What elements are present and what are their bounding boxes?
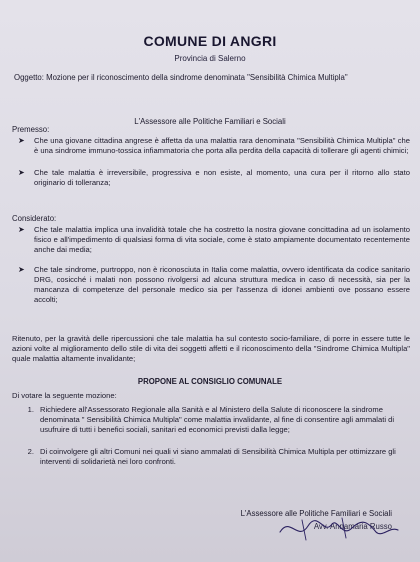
premesso-item-text: Che una giovane cittadina angrese è affetta da una malattia rara denominata "Sensibilità Chimica Multipla" che è una sindrome immuno-tossica infiammatoria che porta alla perdita della capacità di tollerare gli agenti chimici; — [34, 136, 410, 155]
page-title: COMUNE DI ANGRI — [143, 33, 277, 49]
premesso-item — [12, 136, 410, 156]
considerato-item-text: Che tale malattia implica una invalidità totale che ha costretto la nostra giovane concittadina ad un isolamento fisico e all'impedimento di qualsiasi forma di vita sociale, come è stato ampiamente documentato recentemente anche dai media; — [34, 225, 410, 254]
considerato-item-text: Che tale sindrome, purtroppo, non è riconosciuta in Italia come malattia, ovvero identificata da codice sanitario DRG, cosicché i malati non possono rivolgersi ad alcuna struttura medica in caso di necessità, sia per la mancanza di competenze del personale medico sia per l'assenza di idonei ambienti ove possano essere accolti; — [34, 265, 410, 304]
motion-number: 1. — [27, 405, 34, 414]
ritenuto-paragraph: Ritenuto, per la gravità delle ripercussioni che tale malattia ha sul contesto socio-familiare, di porre in essere tutte le azioni volte al miglioramento dello stile di vita dei soggetti affetti e il riconoscimento della "Sindrome Chimica Multipla" quale malattia altamente invalidante; — [12, 334, 410, 363]
motion-item — [12, 447, 410, 467]
motion-section — [12, 391, 410, 467]
considerato-section — [12, 214, 410, 305]
premesso-section — [12, 125, 410, 188]
votare-label: Di votare la seguente mozione: — [12, 391, 117, 400]
arrow-bullet-icon: ➤ — [18, 168, 25, 177]
considerato-item — [12, 265, 410, 305]
motion-number: 2. — [27, 447, 34, 456]
handwritten-signature-icon — [272, 512, 402, 546]
premesso-item — [12, 168, 410, 188]
premesso-label: Premesso: — [12, 125, 50, 134]
signature-role: L'Assessore alle Politiche Familiari e Sociali — [240, 509, 392, 518]
oggetto-line: Oggetto: Mozione per il riconoscimento della sindrome denominata "Sensibilità Chimica Multipla" — [14, 73, 348, 82]
considerato-item — [12, 225, 410, 255]
premesso-item-text: Che tale malattia è irreversibile, progressiva e non esiste, al momento, una cura per il ritorno allo stato originario di tolleranza; — [34, 168, 410, 187]
motion-item — [12, 405, 410, 435]
assessore-heading: L'Assessore alle Politiche Familiari e Sociali — [134, 117, 286, 126]
motion-text: Di coinvolgere gli altri Comuni nei quali vi siano ammalati di Sensibilità Chimica Multipla per ottimizzare gli interventi di solidarietà nei loro confronti. — [40, 447, 396, 466]
arrow-bullet-icon: ➤ — [18, 136, 25, 145]
considerato-label: Considerato: — [12, 214, 57, 223]
motion-text: Richiedere all'Assessorato Regionale alla Sanità e al Ministero della Salute di riconoscere la sindrome denominata " Sensibilità Chimica Multipla" come malattia invalidante, al fine di consentire agli ammalati di usufruire di tutti i benefici sociali, sanitari ed economici previsti dalla legge; — [40, 405, 395, 434]
arrow-bullet-icon: ➤ — [18, 265, 25, 274]
arrow-bullet-icon: ➤ — [18, 225, 25, 234]
proposal-heading: PROPONE AL CONSIGLIO COMUNALE — [137, 377, 283, 386]
province-subtitle: Provincia di Salerno — [174, 54, 246, 63]
signature-name: Avv. Annamaria Russo — [313, 522, 392, 531]
